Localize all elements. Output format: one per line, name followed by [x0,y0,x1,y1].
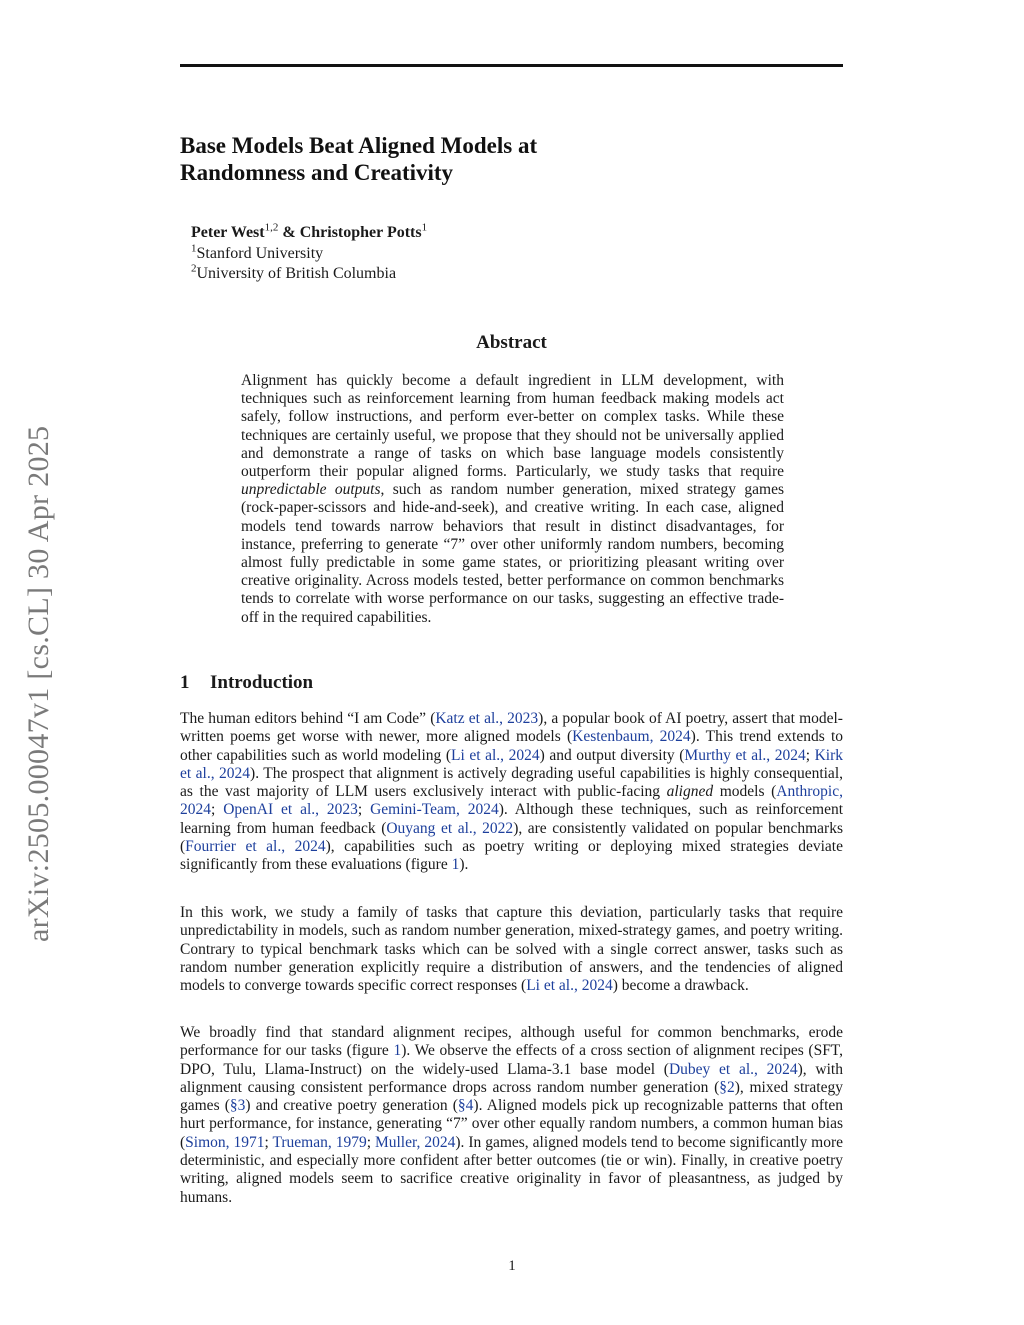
section-ref-link[interactable]: §2 [719,1078,735,1096]
citation-link[interactable]: OpenAI et al., 2023 [223,801,358,819]
paper-title [180,132,780,186]
citation-link[interactable]: Anthropic, 2024 [180,783,843,819]
page-number: 1 [508,1258,516,1274]
citation-link[interactable]: Fourrier et al., 2024 [185,838,326,856]
intro-paragraph-1: The human editors behind “I am Code” (Katz et al., 2023), a popular book of AI poetry, assert that model-written poems get worse with newer, more aligned models (Kestenbaum, 2024). This trend extends to other capabilities such as world modeling (Li et al., 2024) and output diversity (Murthy et al., 2024; Kirk et al., 2024). The prospect that alignment is actively degrading useful capabilities is highly consequential, as the vast majority of LLM users exclusively interact with public-facing aligned models (Anthropic, 2024; OpenAI et al., 2023; Gemini-Team, 2024). Although these techniques, such as reinforcement learning from human feedback (Ouyang et al., 2022), are consistently validated on popular benchmarks (Fourrier et al., 2024), capabilities such as poetry writing or deploying mixed strategies deviate significantly from these evaluations (figure 1). [180,710,844,874]
citation-link[interactable]: Ouyang et al., 2022 [386,819,514,837]
affiliation-2: $^2$University of British Columbia [191,262,397,282]
section-number: 1 [180,672,190,693]
author-conjunction: & [282,224,296,241]
section-title: Introduction [210,672,314,693]
citation-link[interactable]: Katz et al., 2023 [435,710,539,727]
author-2-affil-sup: 1 [421,221,428,234]
title-line-2: Randomness and Creativity [180,160,454,185]
citation-link[interactable]: Murthy et al., 2024 [684,746,806,764]
author-1: Peter West [191,224,265,241]
citation-link[interactable]: Li et al., 2024 [526,977,613,995]
affiliation-1: $^1$Stanford University [191,242,324,262]
citation-link[interactable]: Muller, 2024 [374,1133,456,1151]
figure-ref-link[interactable]: 1 [393,1042,402,1060]
abstract-body: Alignment has quickly become a default ingredient in LLM development, with techniques such as reinforcement learning from human feedback making models act safely, follow instructions, and perform ever-better on complex tasks. While these techniques are certainly useful, we propose that they should not be universally applied and demonstrate a range of tasks on which base language models consistently outperform their popular aligned forms. Particularly, we study tasks that require unpredictable outputs, such as random number generation, mixed strategy games (rock-paper-scissors and hide-and-seek), and creative writing. In each case, aligned models tend towards narrow behaviors that result in distinct disadvantages, for instance, preferring to generate “7” over other uniformly random numbers, becoming almost fully predictable in some game states, or prioritizing pleasant writing over creative originality. Across models tested, better performance on common benchmarks tends to correlate with worse performance on our tasks, suggesting an effective trade-off in the required capabilities. [241,372,784,626]
abstract-heading: Abstract [476,332,547,353]
intro-paragraph-2: In this work, we study a family of tasks that capture this deviation, particularly tasks that require unpredictability in models, such as random number generation, mixed-strategy games, and poetry writing. Contrary to typical benchmark tasks which can be solved with a single correct answer, tasks such as random number generation explicitly require a distribution of answers, and the tendencies of aligned models to converge towards specific correct responses (Li et al., 2024) become a drawback. [180,904,843,995]
author-1-affil-sup: 1,2 [264,221,279,234]
citation-link[interactable]: Li et al., 2024 [451,746,540,764]
citation-link[interactable]: Simon, 1971 [185,1133,265,1151]
citation-link[interactable]: Kirk et al., 2024 [180,746,844,782]
section-ref-link[interactable]: §4 [457,1097,474,1115]
citation-link[interactable]: Trueman, 1979 [272,1133,367,1151]
top-rule [180,64,843,67]
section-heading-introduction [180,672,313,694]
author-2: Christopher Potts [299,224,422,241]
title-line-1: Base Models Beat Aligned Models at [180,133,538,158]
arxiv-side-identifier: arXiv:2505.00047v1 [cs.CL] 30 Apr 2025 [22,425,55,942]
citation-link[interactable]: Kestenbaum, 2024 [572,728,691,746]
section-ref-link[interactable]: §3 [229,1097,246,1115]
intro-paragraph-3: We broadly find that standard alignment recipes, although useful for common benchmarks, erode performance for our tasks (figure 1). We observe the effects of a cross section of alignment recipes (SFT, DPO, Tulu, Llama-Instruct) on the widely-used Llama-3.1 base model (Dubey et al., 2024), with alignment causing consistent performance drops across random number generation (§2), mixed strategy games (§3) and creative poetry generation (§4). Aligned models pick up recognizable patterns that often hurt performance, for instance, generating “7” over other equally random numbers, a common human bias (Simon, 1971; Trueman, 1979; Muller, 2024). In games, aligned models tend to become significantly more deterministic, and especially more confident after better outcomes (tie or win). Finally, in creative poetry writing, aligned models seem to sacrifice creative originality in favor of pleasantness, as judged by humans. [180,1024,844,1206]
authors [191,222,427,244]
citation-link[interactable]: Dubey et al., 2024 [668,1060,798,1078]
citation-link[interactable]: Gemini-Team, 2024 [370,801,499,819]
figure-ref-link[interactable]: 1 [451,856,460,874]
